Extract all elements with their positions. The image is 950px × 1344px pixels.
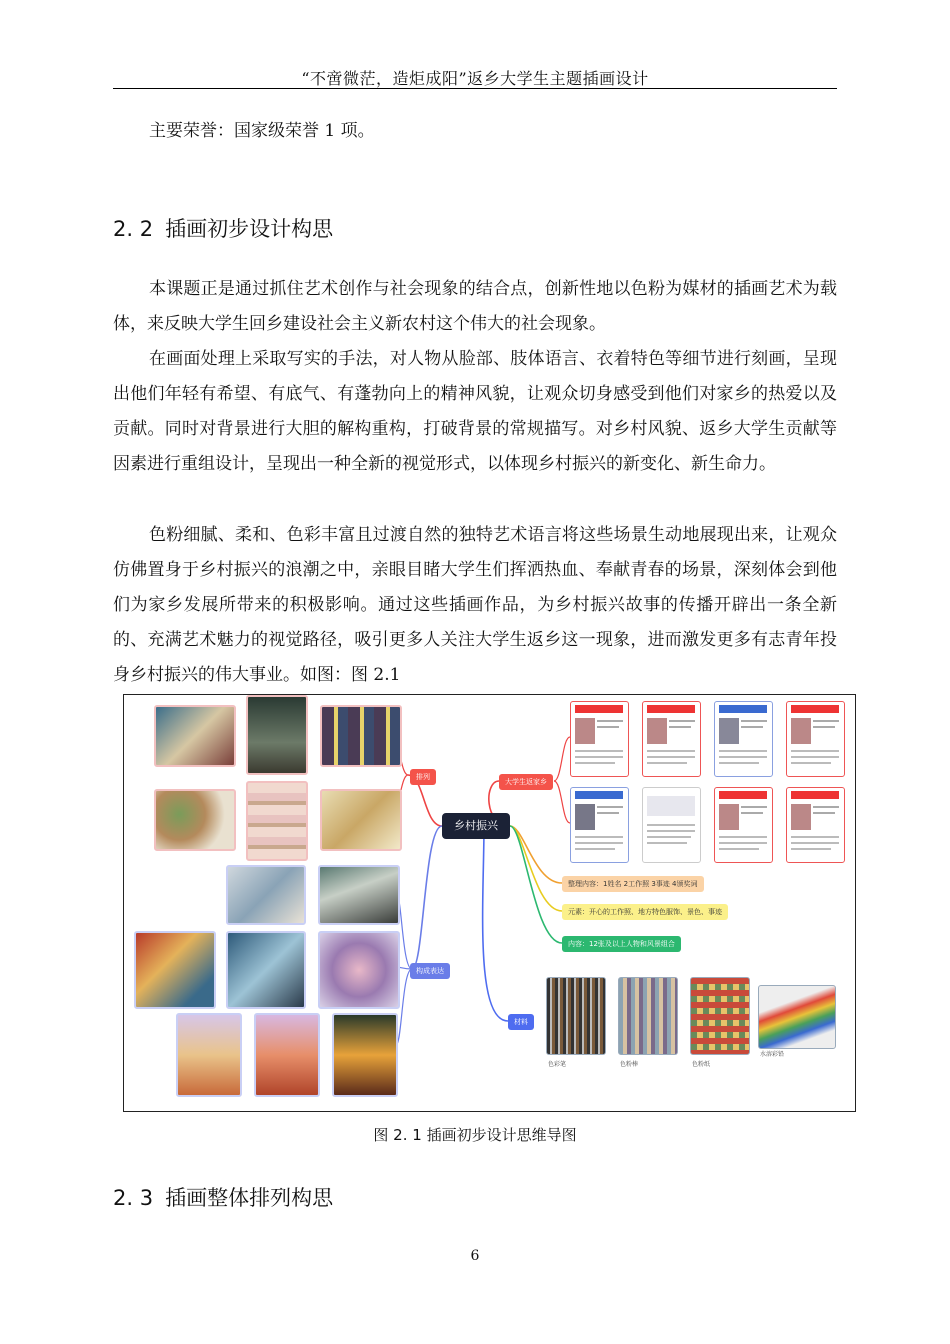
branch-label-elements: 元素：开心的工作照、地方特色服饰、景色、事迹 (562, 904, 728, 920)
section-title: 插画整体排列构思 (165, 1186, 334, 1210)
branch-label-content: 内容：12张及以上人物和风景组合 (562, 936, 681, 952)
mindmap-figure (123, 694, 856, 1112)
artwork-thumbnail (318, 931, 400, 1009)
material-thumbnail (758, 985, 836, 1049)
branch-label-materials: 材料 (508, 1014, 534, 1030)
artwork-thumbnail (154, 705, 236, 767)
section-number: 2. 3 (113, 1186, 154, 1210)
material-label: 色粉棒 (620, 1061, 639, 1068)
section-title: 插画初步设计构思 (165, 217, 334, 241)
material-thumbnail (546, 977, 606, 1055)
section-heading-2-3 (113, 1182, 333, 1212)
material-label: 色粉纸 (692, 1061, 711, 1068)
material-thumbnail (690, 977, 750, 1055)
honor-paragraph: 主要荣誉：国家级荣誉 1 项。 (149, 121, 375, 141)
artwork-thumbnail (226, 931, 306, 1009)
artwork-thumbnail (246, 781, 308, 861)
artwork-thumbnail (320, 789, 402, 851)
profile-card (786, 701, 845, 777)
profile-card (570, 787, 629, 863)
running-header: “不啻微茫，造炬成阳”返乡大学生主题插画设计 (301, 69, 649, 88)
page-number: 6 (470, 1248, 480, 1264)
header-rule (113, 88, 837, 89)
profile-card (642, 787, 701, 863)
material-label: 水溶彩铅 (760, 1051, 785, 1058)
branch-label-composition: 构成表达 (410, 963, 450, 979)
profile-card (570, 701, 629, 777)
branch-label-students: 大学生返家乡 (499, 774, 553, 790)
profile-card (714, 787, 773, 863)
profile-card (642, 701, 701, 777)
body-paragraph-3: 色粉细腻、柔和、色彩丰富且过渡自然的独特艺术语言将这些场景生动地展现出来，让观众仿佛置身于乡村振兴的浪潮之中，亲眼目睹大学生们挥洒热血、奉献青春的场景，深刻体会到他们为家乡发展所带来的积极影响。通过这些插画作品，为乡村振兴故事的传播开辟出一条全新的、充满艺术魅力的视觉路径，吸引更多人关注大学生返乡这一现象，进而激发更多有志青年投身乡村振兴的伟大事业。如图：图 2.1 (113, 525, 837, 685)
section-heading-2-2 (113, 213, 333, 243)
figure-caption: 图 2. 1 插画初步设计思维导图 (373, 1126, 577, 1144)
artwork-thumbnail (246, 695, 308, 775)
body-paragraph-1: 本课题正是通过抓住艺术创作与社会现象的结合点，创新性地以色粉为媒材的插画艺术为载体，来反映大学生回乡建设社会主义新农村这个伟大的社会现象。 (113, 279, 837, 334)
artwork-thumbnail (134, 931, 216, 1009)
mindmap-center-node: 乡村振兴 (442, 813, 510, 839)
artwork-thumbnail (332, 1013, 398, 1097)
material-label: 色彩笔 (548, 1061, 567, 1068)
artwork-thumbnail (226, 865, 306, 925)
branch-label-organize: 整理内容：1姓名 2工作照 3事迹 4颁奖词 (562, 876, 704, 892)
profile-card (714, 701, 773, 777)
section-number: 2. 2 (113, 217, 154, 241)
artwork-thumbnail (254, 1013, 320, 1097)
artwork-thumbnail (154, 789, 236, 851)
artwork-thumbnail (176, 1013, 242, 1097)
profile-card (786, 787, 845, 863)
artwork-thumbnail (320, 705, 402, 767)
body-paragraph-2: 在画面处理上采取写实的手法，对人物从脸部、肢体语言、衣着特色等细节进行刻画，呈现出他们年轻有希望、有底气、有蓬勃向上的精神风貌，让观众切身感受到他们对家乡的热爱以及贡献。同时对背景进行大胆的解构重构，打破背景的常规描写。对乡村风貌、返乡大学生贡献等因素进行重组设计，呈现出一种全新的视觉形式，以体现乡村振兴的新变化、新生命力。 (113, 349, 837, 474)
artwork-thumbnail (318, 865, 400, 925)
branch-label-arrange: 排列 (410, 769, 436, 785)
material-thumbnail (618, 977, 678, 1055)
